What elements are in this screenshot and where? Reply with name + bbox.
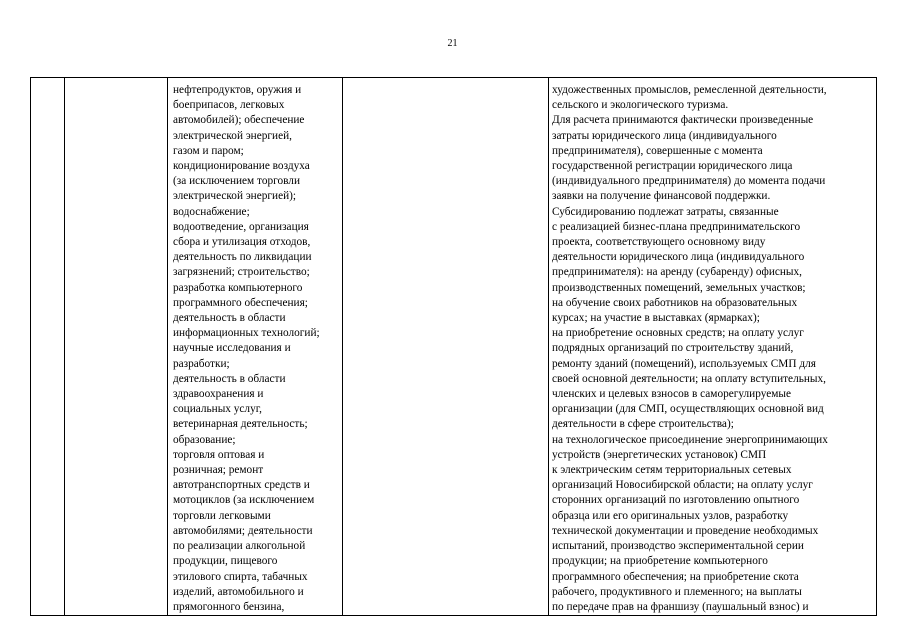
text-line: продукции, пищевого [173, 555, 278, 568]
text-line: Субсидированию подлежат затраты, связанные [552, 205, 779, 218]
text-line: образование; [173, 433, 236, 446]
activity-types-text [168, 78, 342, 615]
text-line: научные исследования и [173, 342, 291, 355]
text-line: государственной регистрации юридического лица [552, 160, 793, 173]
conditions-text [549, 78, 876, 615]
text-line: сбора и утилизация отходов, [173, 236, 311, 249]
text-line: заявки на получение финансовой поддержки. [552, 190, 771, 203]
table-cell-empty [343, 78, 549, 616]
text-line: разработка компьютерного [173, 281, 303, 294]
text-line: деятельность по ликвидации [173, 251, 312, 264]
text-line: мотоциклов (за исключением [173, 494, 315, 507]
text-line: информационных технологий; [173, 327, 320, 340]
text-line: предпринимателя), совершенные с момента [552, 144, 763, 157]
text-line: предпринимателя): на аренду (субаренду) офисных, [552, 266, 802, 279]
text-line: газом и паром; [173, 144, 244, 157]
text-line: автомобилей); обеспечение [173, 114, 305, 127]
text-line: прямогонного бензина, [173, 600, 285, 613]
text-line: курсах; на участие в выставках (ярмарках); [552, 312, 760, 325]
text-line: по реализации алкогольной [173, 540, 306, 553]
text-line: водоснабжение; [173, 205, 250, 218]
text-line: загрязнений; строительство; [173, 266, 310, 279]
text-line: электрической энергией, [173, 129, 292, 142]
text-line: программного обеспечения; [173, 296, 308, 309]
table-cell-number [31, 78, 65, 616]
text-line: испытаний, производство экспериментальной серии [552, 540, 804, 553]
text-line: деятельности в сфере строительства); [552, 418, 734, 431]
text-line: ветеринарная деятельность; [173, 418, 308, 431]
text-line: по передаче прав на франшизу (паушальный взнос) и [552, 600, 809, 613]
text-line: технической документации и проведение необходимых [552, 524, 819, 537]
text-line: подрядных организаций по строительству зданий, [552, 342, 794, 355]
text-line: здравоохранения и [173, 388, 264, 401]
text-line: боеприпасов, легковых [173, 99, 285, 112]
text-line: организации (для СМП, осуществляющих основной вид [552, 403, 824, 416]
text-line: проекта, соответствующего основному виду [552, 236, 766, 249]
text-line: изделий, автомобильного и [173, 585, 304, 598]
text-line: производственных помещений, земельных участков; [552, 281, 806, 294]
text-line: деятельности юридического лица (индивидуального [552, 251, 805, 264]
text-line: ремонту зданий (помещений), используемых СМП для [552, 357, 816, 370]
text-line: автомобилями; деятельности [173, 524, 313, 537]
text-line: образца или его оригинальных узлов, разработку [552, 509, 789, 522]
text-line: сельского и экологического туризма. [552, 99, 729, 112]
text-line: устройств (энергетических установок) СМП [552, 448, 767, 461]
table-row [31, 78, 877, 616]
text-line: автотранспортных средств и [173, 479, 310, 492]
text-line: на технологическое присоединение энергопринимающих [552, 433, 828, 446]
text-line: на обучение своих работников на образовательных [552, 296, 798, 309]
text-line: организаций Новосибирской области; на оплату услуг [552, 479, 813, 492]
page-number: 21 [447, 38, 458, 49]
text-line: затраты юридического лица (индивидуального [552, 129, 777, 142]
text-line: этилового спирта, табачных [173, 570, 308, 583]
text-line: деятельность в области [173, 372, 286, 385]
text-line: водоотведение, организация [173, 220, 309, 233]
text-line: деятельность в области [173, 312, 286, 325]
text-line: с реализацией бизнес-плана предпринимательского [552, 220, 801, 233]
text-line: членских и целевых взносов в саморегулируемые [552, 388, 791, 401]
text-line: социальных услуг, [173, 403, 262, 416]
text-line: разработки; [173, 357, 230, 370]
text-line: кондиционирование воздуха [173, 160, 310, 173]
table-cell-measure [65, 78, 168, 616]
text-line: на приобретение основных средств; на оплату услуг [552, 327, 804, 340]
table-cell-activity-types [168, 78, 343, 616]
text-line: торговли легковыми [173, 509, 271, 522]
text-line: (за исключением торговли [173, 175, 300, 188]
text-line: художественных промыслов, ремесленной деятельности, [552, 84, 827, 96]
text-line: сторонних организаций по изготовлению опытного [552, 494, 800, 507]
text-line: розничная; ремонт [173, 464, 264, 477]
text-line: продукции; на приобретение компьютерного [552, 555, 768, 568]
text-line: к электрическим сетям территориальных сетевых [552, 464, 792, 477]
text-line: программного обеспечения; на приобретение скота [552, 570, 799, 583]
text-line: Для расчета принимаются фактически произведенные [552, 114, 814, 127]
text-line: (индивидуального предпринимателя) до момента подачи [552, 175, 826, 188]
table-cell-conditions [549, 78, 877, 616]
text-line: нефтепродуктов, оружия и [173, 84, 302, 96]
text-line: электрической энергией); [173, 190, 297, 203]
text-line: своей основной деятельности; на оплату вступительных, [552, 372, 826, 385]
text-line: рабочего, продуктивного и племенного; на выплаты [552, 585, 802, 598]
text-line: торговля оптовая и [173, 448, 265, 461]
document-table [30, 77, 877, 616]
